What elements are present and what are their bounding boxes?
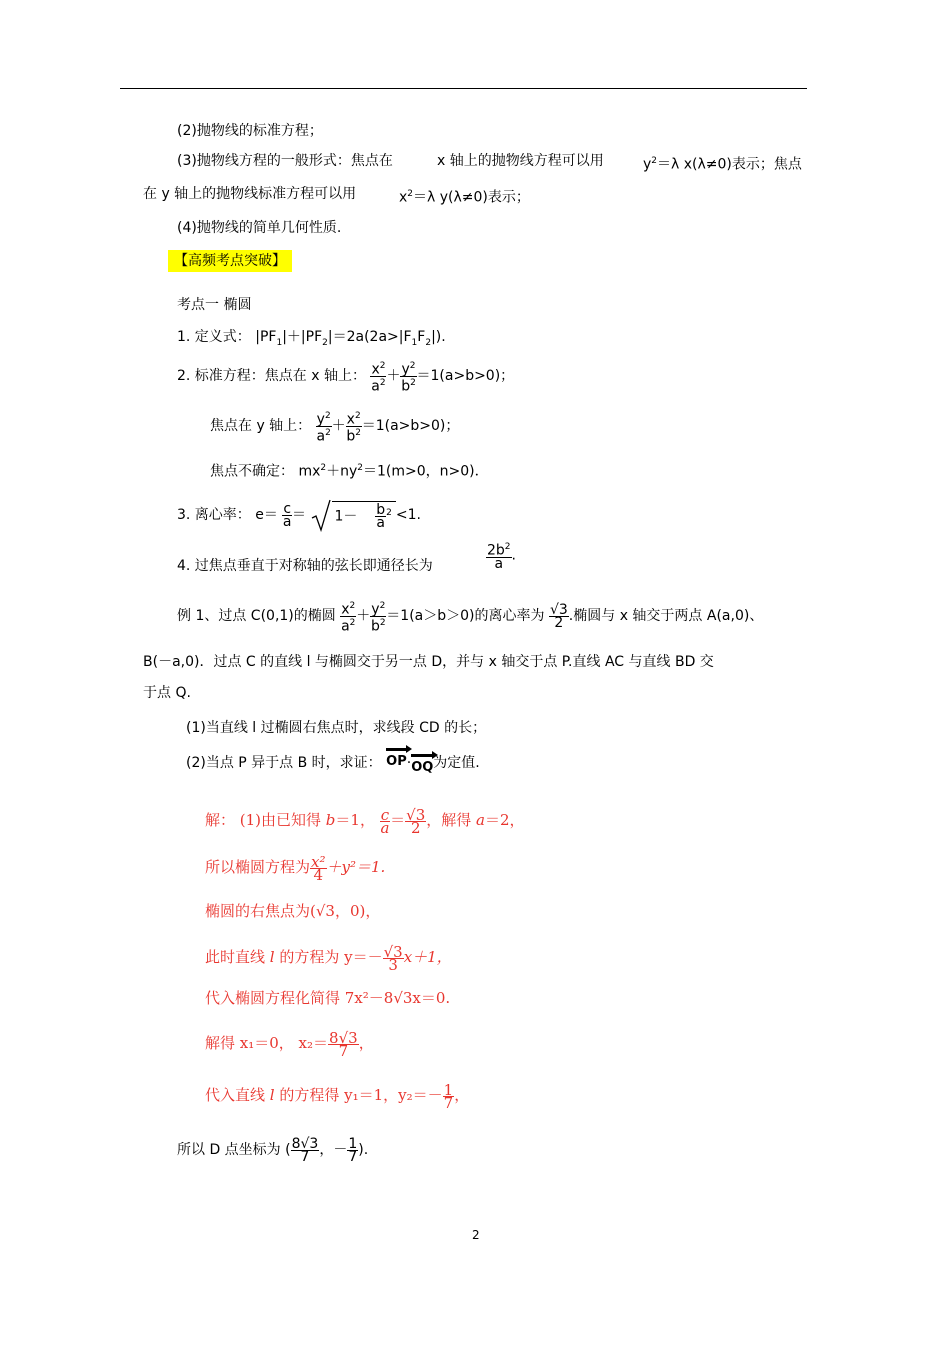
- question-1: (1)当直线 l 过椭圆右焦点时，求线段 CD 的长；: [186, 720, 487, 736]
- para-parabola-geometry: (4)抛物线的简单几何性质.: [177, 220, 342, 236]
- page-number: 2: [472, 1228, 480, 1242]
- conclusion-line: 所以 D 点坐标为 ( $\frac{8√3}{7}$ ，－ $\frac{1}{7}$ ).: [177, 1135, 369, 1165]
- latus-rectum-line: 4. 过焦点垂直于对称轴的弦长即通径长为: [177, 558, 433, 574]
- sqrt-icon: [310, 498, 332, 532]
- vector-op: OP: [386, 748, 407, 771]
- solution-line2: 所以椭圆方程为 $\frac{\text{x²}}{4}$ ＋y²＝1.: [205, 852, 386, 884]
- eccentricity-line: 3. 离心率： e＝ $\frac{c}{a}$ ＝ 1－ $\frac{b}{a}$ $^2$ <1.: [177, 498, 421, 532]
- header-rule: [120, 88, 807, 89]
- para-parabola-general: (3)抛物线方程的一般形式：焦点在: [177, 153, 393, 169]
- para-parabola-y: 在 y 轴上的抛物线标准方程可以用: [143, 186, 357, 202]
- solution-line3: 椭圆的右焦点为(√3，0)，: [205, 902, 381, 920]
- example1-line1: 例 1、过点 C(0,1)的椭圆 $\frac{x^2}{a^2}$ ＋ $\frac{y^2}{b^2}$ ＝1(a＞b＞0)的离心率为 $\frac{√3}{2}$ .椭圆与 x 轴交于两点 A(a,0)、: [177, 601, 764, 635]
- solution-line5: 代入椭圆方程化简得 7x²－8√3x＝0.: [205, 989, 451, 1007]
- topic-ellipse: 考点一 椭圆: [177, 297, 252, 313]
- solution-line6: 解得 x₁＝0， x₂＝ $\frac{8√3}{7}$ ，: [205, 1028, 374, 1060]
- para-parabola-general-c: $y^2=\lambda$ x(λ≠0)表示；焦点: [643, 156, 802, 173]
- standard-eq-general: 焦点不确定： $mx^2+ny^2=1(m>0$，n>0)．: [210, 463, 489, 480]
- standard-eq-y: 焦点在 y 轴上： $\frac{y^2}{a^2}$ ＋ $\frac{x^2}{b^2}$ ＝1(a>b>0)；: [210, 411, 460, 445]
- solution-line4: 此时直线 l 的方程为 y＝－ $\frac{√3}{3}$ x＋1，: [205, 942, 452, 974]
- solution-line1: 解： (1)由已知得 b＝1， $\frac{c}{a}=$ $\frac{√3}{2}$ ，解得 a＝2，: [205, 805, 525, 837]
- standard-eq-x: 2. 标准方程：焦点在 x 轴上： $\frac{x^2}{a^2}$ ＋ $\frac{y^2}{b^2}$ ＝1(a>b>0)；: [177, 361, 515, 395]
- para-parabola-general-b: x 轴上的抛物线方程可以用: [437, 153, 604, 169]
- para-parabola-standard: (2)抛物线的标准方程；: [177, 123, 323, 139]
- vector-oq: OQ: [411, 754, 433, 777]
- definition-line: 1. 定义式： $|PF_1|+|PF_2|=2a(2a>|F_1F_2|)$.: [177, 329, 446, 348]
- latus-rectum-frac: $\frac{2b^2}{a}$ .: [487, 542, 516, 572]
- solution-line7: 代入直线 l 的方程得 y₁＝1，y₂＝－ $\frac{1}{7}$ ，: [205, 1080, 470, 1112]
- example1-line3: 于点 Q.: [143, 685, 191, 701]
- para-parabola-y-b: $x^2=\lambda$ y(λ≠0)表示；: [399, 189, 530, 206]
- question-2: (2)当点 P 异于点 B 时，求证： OP· OQ为定值.: [186, 750, 480, 773]
- example1-line2: B(－a,0)．过点 C 的直线 l 与椭圆交于另一点 D，并与 x 轴交于点 P.直线 AC 与直线 BD 交: [143, 654, 714, 670]
- section-heading: 【高频考点突破】: [168, 252, 292, 270]
